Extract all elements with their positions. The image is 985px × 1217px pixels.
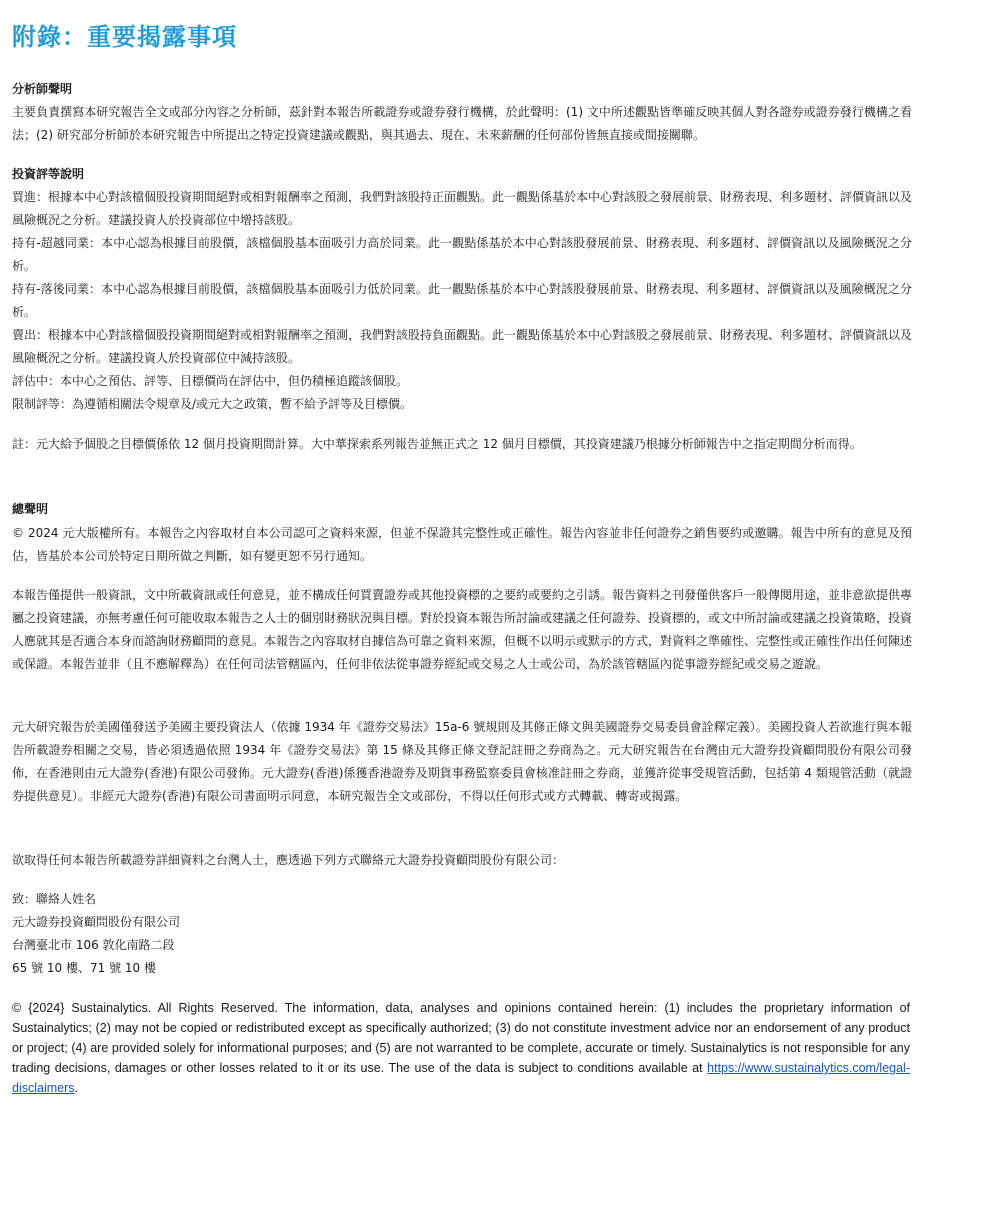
copyright-statement: © 2024 元大版權所有。本報告之內容取材自本公司認可之資料來源，但並不保證其完整性或正確性。報告內容並非任何證券之銷售要約或邀購。報告中所有的意見及預估，皆基於本公司於特定日期所做之判斷，如有變更恕不另行通知。 <box>12 526 912 563</box>
analyst-statement: 主要負責撰寫本研究報告全文或部分內容之分析師，茲針對本報告所載證券或證券發行機構，於此聲明：(1) 文中所述觀點皆準確反映其個人對各證券或證券發行機構之看法；(2) 研究部分析師於本研究報告中所提出之特定投資建議或觀點，與其過去、現在、未來薪酬的任何部份皆無直接或間接關聯。 <box>12 105 912 142</box>
address-floor: 65 號 10 樓、71 號 10 樓 <box>12 961 156 975</box>
sustainalytics-disclaimer <box>12 998 910 1098</box>
rating-heading: 投資評等說明 <box>12 167 85 181</box>
us-distribution-statement: 元大研究報告於美國僅發送予美國主要投資法人（依據 1934 年《證券交易法》15a-6 號規則及其修正條文與美國證券交易委員會詮釋定義）。美國投資人若欲進行與本報告所載證券相關之交易，皆必須透過依照 1934 年《證券交易法》第 15 條及其修正條文登記註冊之券商為之。元大研究報告在台灣由元大證券投資顧問股份有限公司發佈，在香港則由元大證券(香港)有限公司發佈。元大證券(香港)係獲香港證券及期貨事務監察委員會核准註冊之券商，並獲許從事受規管活動，包括第 4 類規管活動（就證券提供意見）。非經元大證券(香港)有限公司書面明示同意，本研究報告全文或部份，不得以任何形式或方式轉載、轉寄或揭露。 <box>12 720 912 803</box>
sustainalytics-end: . <box>74 1081 78 1095</box>
general-info-statement: 本報告僅提供一般資訊，文中所載資訊或任何意見，並不構成任何買賣證券或其他投資標的之要約或要約之引誘。報告資料之刊發僅供客戶一般傳閱用途，並非意欲提供專屬之投資建議，亦無考慮任何可能收取本報告之人士的個別財務狀況與目標。對於投資本報告所討論或建議之任何證券、投資標的，或文中所討論或建議之投資策略，投資人應就其是否適合本身而諮詢財務顧問的意見。本報告之內容取材自據信為可靠之資料來源，但概不以明示或默示的方式，對資料之準確性、完整性或正確性作出任何陳述或保證。本報告並非（且不應解釋為）在任何司法管轄區內，任何非依法從事證券經紀或交易之人士或公司，為於該管轄區內從事證券經紀或交易之遊說。 <box>12 588 913 671</box>
contact-intro: 欲取得任何本報告所載證券詳細資料之台灣人士，應透過下列方式聯絡元大證券投資顧問股份有限公司： <box>12 853 565 867</box>
rating-buy: 買進：根據本中心對該檔個股投資期間絕對或相對報酬率之預測，我們對該股持正面觀點。此一觀點係基於本中心對該股之發展前景、財務表現、利多題材、評價資訊以及風險概況之分析。建議投資人於投資部位中增持該股。 <box>12 190 913 227</box>
rating-under-review: 評估中：本中心之預估、評等、目標價尚在評估中，但仍積極追蹤該個股。 <box>12 374 409 388</box>
page-title: 附錄：重要揭露事項 <box>12 23 237 51</box>
sustainalytics-text: © {2024} Sustainalytics. All Rights Reserved. The information, data, analyses and opinions contained herein: (1) includes the proprietary information of Sustainalytics; (2) may not be copied or redistributed except as specifically authorized; (3) do not constitute investment advice nor an endorsement of any product or project; (4) are provided solely for informational purposes; and (5) are not warranted to be complete, accurate or timely. Sustainalytics is not responsible for any trading decisions, damages or other losses related to it or its use. The use of the data is subject to conditions available at <box>12 1001 910 1075</box>
rating-note: 註：元大給予個股之目標價係依 12 個月投資期間計算。大中華探索系列報告並無正式之 12 個月目標價，其投資建議乃根據分析師報告中之指定期間分析而得。 <box>12 437 862 451</box>
rating-restricted: 限制評等：為遵循相關法令規章及/或元大之政策，暫不給予評等及目標價。 <box>12 397 413 411</box>
legal-disclaimers-link[interactable]: https://www.sustainalytics.com/legal-disclaimers <box>12 1061 910 1095</box>
rating-list <box>12 186 912 416</box>
analyst-heading: 分析師聲明 <box>12 82 73 96</box>
general-heading: 總聲明 <box>12 502 49 516</box>
address-to: 致：聯絡人姓名 <box>12 892 97 906</box>
address-street: 台灣臺北市 106 敦化南路二段 <box>12 938 175 952</box>
contact-address <box>12 888 180 980</box>
rating-hold-underperform: 持有-落後同業：本中心認為根據目前股價，該檔個股基本面吸引力低於同業。此一觀點係基於本中心對該股發展前景、財務表現、利多題材、評價資訊以及風險概況之分析。 <box>12 282 912 319</box>
rating-hold-outperform: 持有-超越同業：本中心認為根據目前股價，該檔個股基本面吸引力高於同業。此一觀點係基於本中心對該股發展前景、財務表現、利多題材、評價資訊以及風險概況之分析。 <box>12 236 912 273</box>
address-company: 元大證券投資顧問股份有限公司 <box>12 915 181 929</box>
rating-sell: 賣出：根據本中心對該檔個股投資期間絕對或相對報酬率之預測，我們對該股持負面觀點。此一觀點係基於本中心對該股之發展前景、財務表現、利多題材、評價資訊以及風險概況之分析。建議投資人於投資部位中減持該股。 <box>12 328 913 365</box>
